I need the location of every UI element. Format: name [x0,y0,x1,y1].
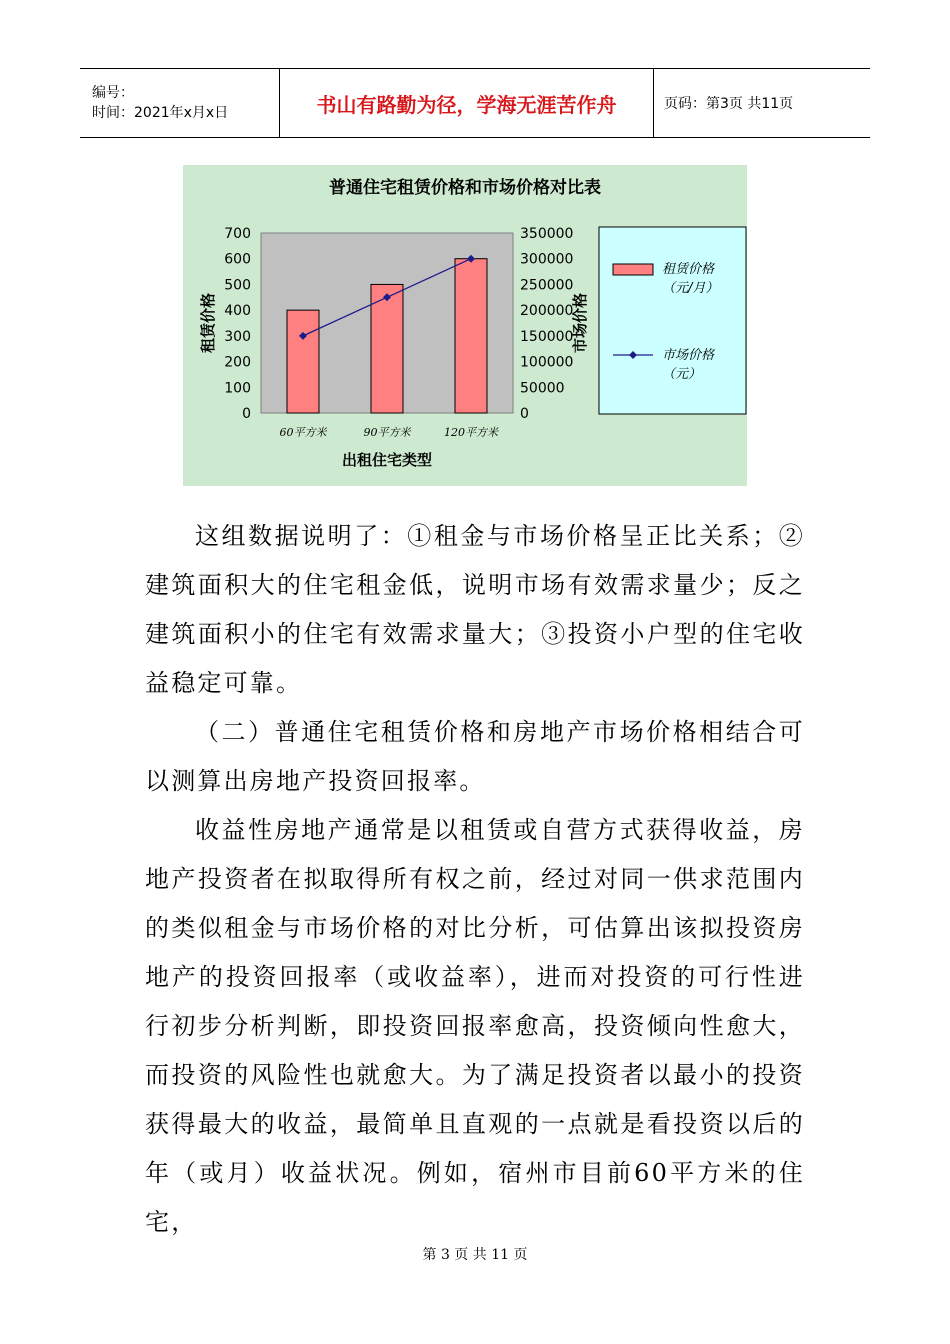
y2-tick-label: 150000 [520,328,574,345]
x-tick-label: 90平方米 [363,426,411,439]
y-axis-label: 租赁价格 [199,292,217,354]
y2-tick-label: 0 [520,406,529,422]
time-label: 时间：2021年x月x日 [92,105,229,121]
x-tick-label: 120平方米 [444,426,498,439]
code-label: 编号： [92,85,134,101]
comparison-chart [183,165,747,486]
y2-axis-label: 市场价格 [571,292,589,354]
chart-svg [183,165,747,486]
y2-tick-label: 250000 [520,277,574,294]
y-tick-label: 500 [224,277,251,294]
x-tick-label: 60平方米 [279,426,327,439]
legend-line-label-1: 市场价格 [662,348,715,363]
y-tick-label: 0 [242,406,251,422]
x-axis-label: 出租住宅类型 [341,451,433,469]
y2-tick-label: 100000 [520,354,574,371]
legend-bar-label-1: 租赁价格 [662,262,715,277]
y-tick-label: 600 [224,251,251,268]
y2-tick-label: 350000 [520,226,574,242]
page-footer: 第 3 页 共 11 页 [422,1247,528,1263]
y2-tick-label: 200000 [520,303,574,320]
header-motto [280,69,654,137]
y-tick-label: 400 [224,303,251,320]
y2-tick-label: 300000 [520,251,574,268]
chart-title: 普通住宅租赁价格和市场价格对比表 [329,178,601,198]
body-text [145,512,805,1247]
page-info-text: 页码：第3页 共11页 [664,96,794,112]
header-meta [80,69,280,137]
header-page-info [654,69,870,137]
y-tick-label: 200 [224,354,251,371]
page-header [80,68,870,138]
bar-90平方米 [371,284,403,413]
legend-box [599,227,746,414]
y-tick-label: 100 [224,380,251,397]
y2-tick-label: 50000 [520,380,565,397]
legend-line-label-2: （元） [662,367,702,382]
paragraph-2: （二）普通住宅租赁价格和房地产市场价格相结合可以测算出房地产投资回报率。 [145,718,805,795]
y-tick-label: 300 [224,328,251,345]
paragraph-3: 收益性房地产通常是以租赁或自营方式获得收益，房地产投资者在拟取得所有权之前，经过对同一供求范围内的类似租金与市场价格的对比分析，可估算出该拟投资房地产的投资回报率（或收益率），进而对投资的可行性进行初步分析判断，即投资回报率愈高，投资倾向性愈大，而投资的风险性也就愈大。为了满足投资者以最小的投资获得最大的收益，最简单且直观的一点就是看投资以后的年（或月）收益状况。例如，宿州市目前60平方米的住宅， [145,816,805,1236]
bar-60平方米 [287,310,319,413]
paragraph-1: 这组数据说明了：①租金与市场价格呈正比关系；②建筑面积大的住宅租金低，说明市场有效需求量少；反之建筑面积小的住宅有效需求量大；③投资小户型的住宅收益稳定可靠。 [145,522,805,697]
bar-120平方米 [455,259,487,413]
legend-bar-label-2: （元/月） [662,281,719,296]
motto-text: 书山有路勤为径，学海无涯苦作舟 [316,92,617,117]
y-tick-label: 700 [224,226,251,242]
legend-bar-swatch [613,264,653,275]
